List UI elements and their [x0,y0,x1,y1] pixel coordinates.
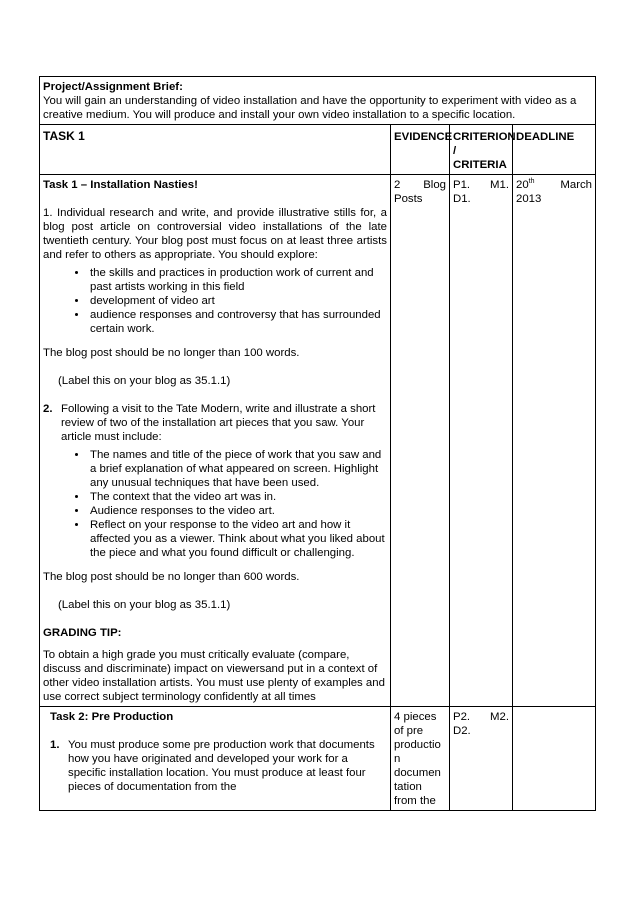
list-item: • the skills and practices in production work of current and past artists working in this field [88,266,387,294]
task2-evidence-line: tation [394,781,422,793]
list-item: • Audience responses to the video art. [88,504,387,518]
list-item: • audience responses and controversy that has surrounded certain work. [88,308,387,336]
task1-row [40,175,596,707]
list-item: • The context that the video art was in. [88,490,387,504]
task1-description-cell [40,175,391,707]
task1-evidence-posts: Posts [394,193,423,205]
assignment-brief-page [39,76,595,811]
list-item: • Reflect on your response to the video art and how it affected you as a viewer. Think about what you liked about the piece and what you found difficult or challenging. [88,518,387,560]
task2-criteria-cell [450,707,513,811]
criterion-header: CRITERION / CRITERIA [450,125,513,175]
task1-criteria-p: P1. [453,179,471,191]
task2-evidence-line: productio [394,739,441,751]
task2-criteria-d: D2. [453,725,471,737]
task1-item1-text: Individual research and write, and provide illustrative stills for, a blog post article on controversial video installations of the late twentieth century. Your blog post must focus on at least three artists and refer to others as appropriate. You should explore: [43,207,387,261]
task2-criteria-p: P2. [453,711,471,723]
task1-bullets1 [43,266,387,336]
list-item: • The names and title of the piece of work that you saw and a brief explanation of what appeared on screen. Highlight any unusual techniques that have been used. [88,448,387,490]
task2-criteria-m: M2. [490,711,509,723]
task1-evidence-word: Blog [423,179,446,191]
task1-item1 [43,206,387,262]
task2-description-cell [40,707,391,811]
task2-item1 [50,738,387,794]
task1-evidence-count: 2 [394,179,401,191]
task1-item1-number: 1. [43,207,53,219]
task1-deadline-month: March [560,179,593,191]
task1-bullets2 [43,448,387,560]
task2-item1-number: 1. [50,739,60,751]
task2-evidence-cell [391,707,450,811]
task1-label1: (Label this on your blog as 35.1.1) [58,375,231,387]
task1-limit2: The blog post should be no longer than 600 words. [43,571,300,583]
grading-tip-text: To obtain a high grade you must critically evaluate (compare, discuss and discriminate) impact on viewersand put in a context of other video installation artists. You must use plenty of examples and use correct subject terminology confidently at all times [43,649,385,703]
evidence-header: EVIDENCE [391,125,450,175]
task2-evidence-line: from the [394,795,436,807]
task1-criteria-d: D1. [453,193,471,205]
task1-evidence-cell [391,175,450,707]
task1-item2-text [55,402,387,444]
task1-limit1: The blog post should be no longer than 100 words. [43,347,300,359]
brief-description: You will gain an understanding of video installation and have the opportunity to experiment with video as a creative medium. You will produce and install your own video installation to a specific location. [43,95,577,121]
task1-title: Task 1 – Installation Nasties! [43,179,198,191]
task2-evidence-line: 4 pieces [394,711,437,723]
brief-table [39,76,596,811]
deadline-day-number: 20 [516,179,529,191]
task1-item2-number: 2. [43,403,53,415]
header-row [40,125,596,175]
task-header: TASK 1 [40,125,391,175]
task1-item2-body: Following a visit to the Tate Modern, write and illustrate a short review of two of the installation art pieces that you saw. Your article must include: [61,403,376,443]
list-item: • development of video art [88,294,387,308]
task2-evidence-line: documen [394,767,441,779]
task2-evidence-line: n [394,753,401,765]
task1-item2 [43,402,387,444]
task2-row [40,707,596,811]
grading-tip-title: GRADING TIP: [43,627,122,639]
task1-criteria-cell [450,175,513,707]
task1-deadline-year: 2013 [516,193,542,205]
task2-title: Task 2: Pre Production [50,711,174,723]
deadline-header: DEADLINE [513,125,596,175]
task1-criteria-m: M1. [490,179,509,191]
task1-deadline-cell [513,175,596,707]
deadline-day-suffix: th [528,178,535,186]
task1-deadline-day [516,178,535,192]
task2-item1-text: You must produce some pre production work that documents how you have originated and developed your work for a specific installation location. You must produce at least four pieces of documentation from the [68,739,375,793]
brief-row [40,77,596,125]
brief-title: Project/Assignment Brief: [43,81,183,93]
task2-evidence-line: of pre [394,725,424,737]
task2-deadline-cell [513,707,596,811]
task1-label2: (Label this on your blog as 35.1.1) [58,599,231,611]
